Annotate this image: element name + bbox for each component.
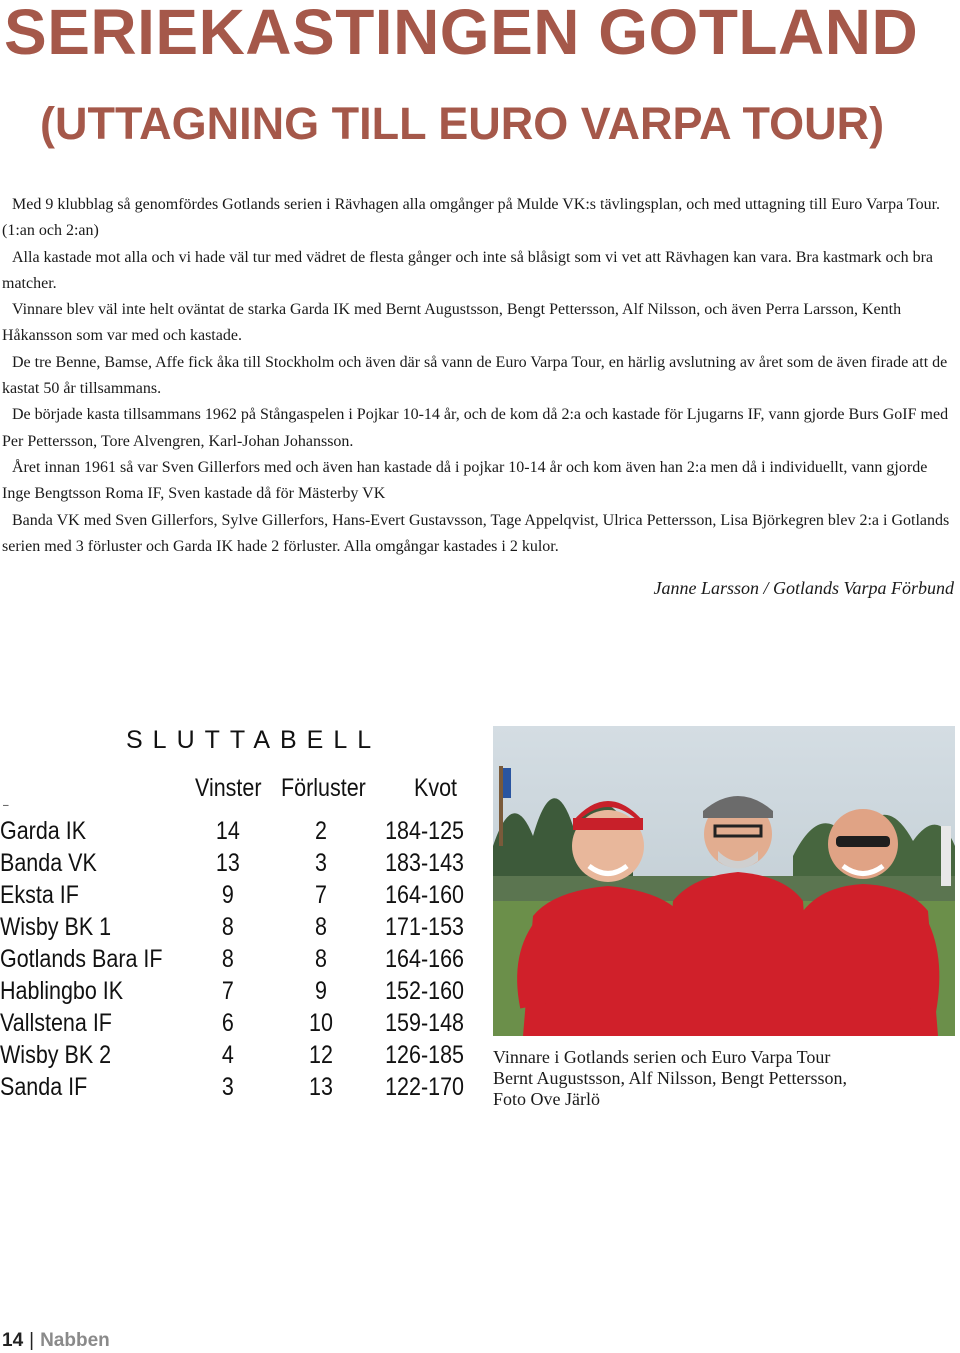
table-row [0,1007,478,1039]
paragraph: Banda VK med Sven Gillerfors, Sylve Gillerfors, Hans-Evert Gustavsson, Tage Appelqvist, Ulrica Pettersson, Lisa Björkegren blev 2:a i Gotlands serien med 3 förluster och Garda IK hade 2 förluster. Alla omgångar kastades i 2 kulor. [2,511,950,555]
team-name: Wisby BK 2 [0,1041,112,1069]
wins-cell: 4 [221,1041,234,1069]
wins-cell: 6 [221,1009,234,1037]
article-subtitle: (UTTAGNING TILL EURO VARPA TOUR) [40,98,885,149]
ratio-cell: 164-166 [385,945,464,973]
caption-line: Vinnare i Gotlands serien och Euro Varpa Tour [493,1047,831,1067]
table-row [0,847,478,879]
paragraph: De tre Benne, Bamse, Affe fick åka till Stockholm och även där så vann de Euro Varpa Tour, en härlig avslutning av året som de även firade att de kastat 50 år tillsammans. [2,353,948,398]
winners-photo [493,726,955,1036]
wins-cell: 8 [221,913,234,941]
team-name: Gotlands Bara IF [0,945,163,973]
standings-title: SLUTTABELL [126,726,382,754]
losses-cell: 3 [315,849,327,877]
header-wins: Vinster [195,774,262,802]
losses-cell: 12 [309,1041,333,1069]
article-title: SERIEKASTINGEN GOTLAND [4,0,919,68]
paragraph: Vinnare blev väl inte helt oväntat de starka Garda IK med Bernt Augustsson, Bengt Pettersson, Alf Nilsson, och även Perra Larsson, Kenth Håkansson som var med och kastade. [2,301,902,345]
ratio-cell: 164-160 [385,881,464,909]
page-footer [2,1329,110,1353]
table-row [0,975,478,1007]
team-name: Banda VK [0,849,97,877]
standings-table [0,815,478,1103]
team-name: Garda IK [0,817,87,845]
losses-cell: 9 [315,977,327,1005]
wins-cell: 3 [221,1073,234,1101]
losses-cell: 10 [309,1009,333,1037]
page-number: 14 [2,1330,24,1351]
paragraph: Med 9 klubblag så genomfördes Gotlands serien i Rävhagen alla omgånger på Mulde VK:s tävlingsplan, och med uttagning till Euro Varpa Tour. (1:an och 2:an) [2,196,941,240]
ratio-cell: 159-148 [385,1009,464,1037]
team-name: Vallstena IF [0,1009,112,1037]
author-signature: Janne Larsson / Gotlands Varpa Förbund [653,578,954,598]
table-row [0,1039,478,1071]
paragraph: Alla kastade mot alla och vi hade väl tur med vädret de flesta gånger och inte så blåsigt som vi vet att Rävhagen kan vara. Bra kastmark och bra matcher. [2,248,934,292]
paragraph: Året innan 1961 så var Sven Gillerfors med och även han kastade då i pojkar 10-14 år och kom även han 2:a men då i individuellt, vann gjorde Inge Bengtsson Roma IF, Sven kastade då för Mästerby VK [2,458,928,503]
standings-dash: – [3,800,9,811]
losses-cell: 8 [315,913,327,941]
losses-cell: 2 [315,817,327,845]
wins-cell: 13 [215,849,240,877]
magazine-name: Nabben [40,1330,110,1351]
table-row [0,879,478,911]
wins-cell: 14 [215,817,240,845]
ratio-cell: 171-153 [385,913,464,941]
header-losses: Förluster [281,774,366,802]
losses-cell: 8 [315,945,327,973]
ratio-cell: 183-143 [385,849,464,877]
paragraph: De började kasta tillsammans 1962 på Stångaspelen i Pojkar 10-14 år, och de kom då 2:a och kastade för Ljugarns IF, vann gjorde Burs GoIF med Per Pettersson, Tore Alvengren, Karl-Johan Johansson. [2,406,949,450]
footer-separator: | [29,1330,35,1351]
table-row [0,815,478,847]
caption-line: Foto Ove Järlö [493,1089,600,1109]
table-row [0,1071,478,1103]
ratio-cell: 126-185 [385,1041,464,1069]
team-name: Wisby BK 1 [0,913,112,941]
wins-cell: 9 [221,881,234,909]
photo-caption [493,1047,933,1110]
table-row [0,911,478,943]
losses-cell: 7 [315,881,327,909]
ratio-cell: 152-160 [385,977,464,1005]
losses-cell: 13 [309,1073,333,1101]
caption-line: Bernt Augustsson, Alf Nilsson, Bengt Pettersson, [493,1068,848,1088]
team-name: Sanda IF [0,1073,88,1101]
ratio-cell: 122-170 [385,1073,464,1101]
article-body [2,192,954,560]
table-row [0,943,478,975]
team-name: Hablingbo IK [0,977,124,1005]
ratio-cell: 184-125 [385,817,464,845]
wins-cell: 7 [221,977,234,1005]
wins-cell: 8 [221,945,234,973]
team-name: Eksta IF [0,881,79,909]
header-ratio: Kvot [414,774,458,802]
